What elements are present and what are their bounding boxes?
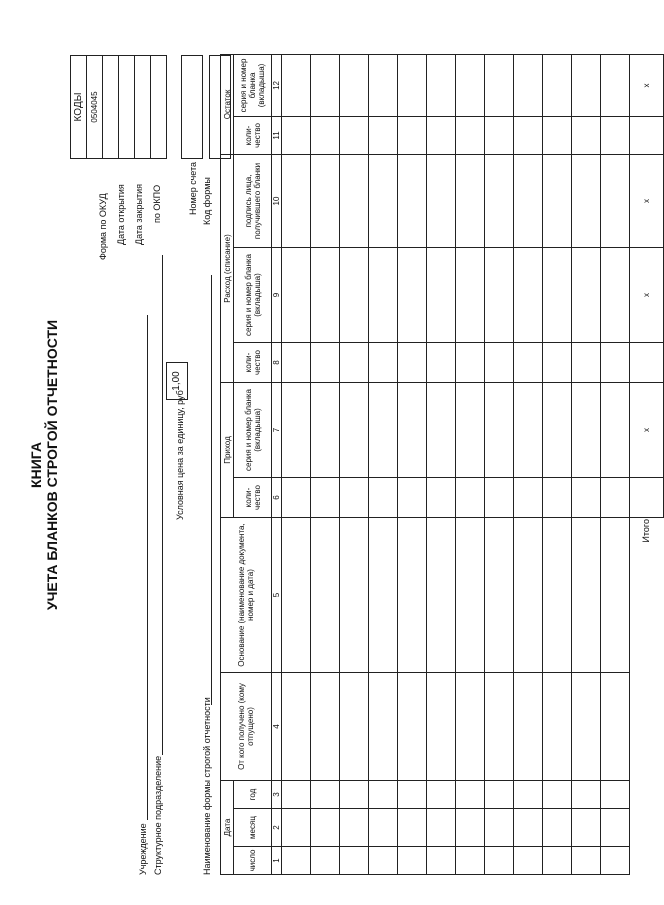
table-cell[interactable]	[311, 809, 340, 847]
table-cell[interactable]	[572, 809, 601, 847]
table-cell[interactable]	[369, 54, 398, 116]
table-cell[interactable]	[456, 343, 485, 383]
table-cell[interactable]	[572, 343, 601, 383]
table-cell[interactable]	[311, 248, 340, 343]
table-cell[interactable]	[601, 154, 630, 247]
table-cell[interactable]	[311, 116, 340, 154]
table-cell[interactable]	[485, 54, 514, 116]
signature-header: подпись лица, получившего бланки	[234, 154, 272, 247]
table-row	[427, 54, 456, 874]
institution-line[interactable]	[147, 315, 148, 820]
table-cell[interactable]	[398, 781, 427, 809]
table-cell[interactable]	[601, 383, 630, 478]
table-cell[interactable]	[485, 383, 514, 478]
table-cell[interactable]	[456, 781, 485, 809]
basis-header: Основание (наименование документа, номер и дата)	[221, 518, 272, 673]
table-cell[interactable]	[572, 673, 601, 781]
col-number: 10	[272, 154, 282, 247]
table-cell[interactable]	[601, 248, 630, 343]
table-cell[interactable]	[311, 781, 340, 809]
total-signature-mark: х	[630, 154, 664, 247]
close-date-cell[interactable]	[119, 56, 135, 159]
table-cell[interactable]	[601, 847, 630, 875]
col-number: 1	[272, 847, 282, 875]
table-cell[interactable]	[311, 383, 340, 478]
table-cell[interactable]	[398, 383, 427, 478]
table-cell[interactable]	[485, 847, 514, 875]
form-name-label: Наименование формы строгой отчетности	[202, 697, 212, 875]
subdivision-label: Структурное подразделение	[153, 755, 163, 875]
table-row	[282, 54, 311, 874]
title-line-2: УЧЕТА БЛАНКОВ СТРОГОЙ ОТЧЕТНОСТИ	[44, 319, 60, 611]
table-cell[interactable]	[427, 478, 456, 518]
table-cell[interactable]	[311, 478, 340, 518]
table-row	[311, 54, 340, 874]
table-cell[interactable]	[282, 248, 311, 343]
table-cell[interactable]	[514, 809, 543, 847]
table-row	[485, 54, 514, 874]
table-cell[interactable]	[340, 116, 369, 154]
close-date-label: Дата закрытия	[134, 184, 144, 245]
table-cell[interactable]	[398, 116, 427, 154]
month-header: месяц	[234, 809, 272, 847]
table-cell[interactable]	[282, 847, 311, 875]
expense-series-header: серия и номер бланка (вкладыша)	[234, 248, 272, 343]
table-cell[interactable]	[601, 809, 630, 847]
day-header: число	[234, 847, 272, 875]
table-cell[interactable]	[427, 847, 456, 875]
table-cell[interactable]	[398, 248, 427, 343]
year-header: год	[234, 781, 272, 809]
table-cell[interactable]	[485, 343, 514, 383]
table-cell[interactable]	[514, 781, 543, 809]
table-cell[interactable]	[601, 116, 630, 154]
table-cell[interactable]	[369, 478, 398, 518]
col-number: 4	[272, 673, 282, 781]
table-cell[interactable]	[282, 54, 311, 116]
table-cell[interactable]	[572, 518, 601, 673]
table-cell[interactable]	[369, 248, 398, 343]
table-cell[interactable]	[369, 154, 398, 247]
codes-header: КОДЫ	[71, 56, 87, 159]
table-cell[interactable]	[340, 781, 369, 809]
total-income-series-mark: х	[630, 383, 664, 478]
total-remainder-qty[interactable]	[630, 116, 664, 154]
table-cell[interactable]	[340, 248, 369, 343]
blanks-register-table	[220, 54, 664, 875]
table-cell[interactable]	[398, 518, 427, 673]
table-cell[interactable]	[485, 809, 514, 847]
table-row	[572, 54, 601, 874]
table-row	[514, 54, 543, 874]
col-number: 12	[272, 54, 282, 116]
table-cell[interactable]	[543, 154, 572, 247]
table-cell[interactable]	[369, 116, 398, 154]
expense-group-header: Расход (списание)	[221, 154, 234, 382]
title-line-1: КНИГА	[28, 442, 44, 488]
table-cell[interactable]	[572, 154, 601, 247]
account-label: Номер счета	[188, 161, 198, 215]
table-cell[interactable]	[485, 478, 514, 518]
table-cell[interactable]	[456, 54, 485, 116]
table-cell[interactable]	[282, 116, 311, 154]
table-cell[interactable]	[601, 343, 630, 383]
codes-spare-cell	[151, 56, 167, 159]
table-cell[interactable]	[398, 847, 427, 875]
table-row	[601, 54, 630, 874]
table-cell[interactable]	[311, 343, 340, 383]
remainder-qty-header: коли- чество	[234, 116, 272, 154]
table-cell[interactable]	[282, 343, 311, 383]
col-number: 3	[272, 781, 282, 809]
table-cell[interactable]	[543, 248, 572, 343]
col-number: 8	[272, 343, 282, 383]
table-cell[interactable]	[282, 781, 311, 809]
price-value[interactable]: 1,00	[166, 362, 188, 400]
codes-table	[70, 55, 167, 159]
table-cell[interactable]	[340, 383, 369, 478]
table-cell[interactable]	[601, 518, 630, 673]
table-cell[interactable]	[456, 847, 485, 875]
table-cell[interactable]	[543, 809, 572, 847]
table-cell[interactable]	[369, 781, 398, 809]
table-cell[interactable]	[369, 809, 398, 847]
table-cell[interactable]	[514, 673, 543, 781]
table-cell[interactable]	[340, 518, 369, 673]
table-cell[interactable]	[369, 343, 398, 383]
table-cell[interactable]	[398, 54, 427, 116]
form-name-line[interactable]	[211, 275, 212, 705]
institution-label: Учреждение	[138, 823, 148, 875]
table-cell[interactable]	[601, 781, 630, 809]
table-cell[interactable]	[340, 154, 369, 247]
remainder-series-header: серия и номер бланка (вкладыша)	[234, 54, 272, 116]
table-cell[interactable]	[601, 673, 630, 781]
table-cell[interactable]	[282, 809, 311, 847]
date-group-header: Дата	[221, 781, 234, 875]
table-cell[interactable]	[311, 673, 340, 781]
table-cell[interactable]	[572, 383, 601, 478]
table-cell[interactable]	[572, 781, 601, 809]
table-cell[interactable]	[340, 343, 369, 383]
col-number: 9	[272, 248, 282, 343]
table-cell[interactable]	[456, 154, 485, 247]
table-cell[interactable]	[427, 781, 456, 809]
table-cell[interactable]	[485, 673, 514, 781]
table-row	[398, 54, 427, 874]
table-cell[interactable]	[456, 383, 485, 478]
total-remainder-series-mark: х	[630, 54, 664, 116]
table-cell[interactable]	[340, 54, 369, 116]
table-cell[interactable]	[340, 478, 369, 518]
table-cell[interactable]	[514, 343, 543, 383]
table-cell[interactable]	[369, 383, 398, 478]
table-cell[interactable]	[340, 673, 369, 781]
table-cell[interactable]	[514, 383, 543, 478]
table-cell[interactable]	[311, 54, 340, 116]
table-cell[interactable]	[514, 116, 543, 154]
table-cell[interactable]	[427, 383, 456, 478]
income-group-header: Приход	[221, 383, 234, 518]
table-cell[interactable]	[514, 248, 543, 343]
table-cell[interactable]	[572, 478, 601, 518]
total-expense-qty[interactable]	[630, 343, 664, 383]
okud-code: 0504045	[87, 56, 103, 159]
table-row	[369, 54, 398, 874]
remainder-group-header: Остаток	[221, 54, 234, 154]
okpo-cell[interactable]	[135, 56, 151, 159]
table-cell[interactable]	[456, 248, 485, 343]
form-code-label: Код формы	[202, 177, 212, 225]
table-cell[interactable]	[398, 673, 427, 781]
table-cell[interactable]	[427, 673, 456, 781]
table-cell[interactable]	[572, 847, 601, 875]
table-cell[interactable]	[514, 54, 543, 116]
table-cell[interactable]	[514, 518, 543, 673]
table-cell[interactable]	[398, 809, 427, 847]
total-income-qty[interactable]	[630, 478, 664, 518]
table-cell[interactable]	[485, 154, 514, 247]
table-row	[340, 54, 369, 874]
form-sheet	[20, 15, 652, 875]
form-title	[28, 295, 60, 635]
table-cell[interactable]	[572, 248, 601, 343]
table-cell[interactable]	[282, 478, 311, 518]
table-cell[interactable]	[601, 54, 630, 116]
col-number: 11	[272, 116, 282, 154]
table-cell[interactable]	[543, 847, 572, 875]
table-cell[interactable]	[427, 54, 456, 116]
total-label: Итого	[630, 518, 664, 673]
table-cell[interactable]	[311, 154, 340, 247]
price-label: Условная цена за единицу, руб	[175, 390, 185, 520]
from-whom-header: От кого получено (кому отпущено)	[221, 673, 272, 781]
okud-label: Форма по ОКУД	[98, 193, 108, 260]
table-cell[interactable]	[340, 847, 369, 875]
table-cell[interactable]	[282, 154, 311, 247]
table-cell[interactable]	[427, 518, 456, 673]
table-cell[interactable]	[369, 518, 398, 673]
table-cell[interactable]	[398, 154, 427, 247]
table-cell[interactable]	[543, 518, 572, 673]
table-cell[interactable]	[543, 116, 572, 154]
table-cell[interactable]	[514, 154, 543, 247]
table-cell[interactable]	[485, 248, 514, 343]
income-series-header: серия и номер бланка (вкладыша)	[234, 383, 272, 478]
table-cell[interactable]	[543, 673, 572, 781]
table-cell[interactable]	[311, 518, 340, 673]
total-expense-series-mark: х	[630, 248, 664, 343]
table-cell[interactable]	[456, 809, 485, 847]
open-date-label: Дата открытия	[116, 184, 126, 245]
table-cell[interactable]	[543, 383, 572, 478]
table-cell[interactable]	[543, 781, 572, 809]
income-qty-header: коли- чество	[234, 478, 272, 518]
table-row	[456, 54, 485, 874]
table-cell[interactable]	[427, 116, 456, 154]
table-cell[interactable]	[543, 343, 572, 383]
table-cell[interactable]	[456, 478, 485, 518]
okpo-label: по ОКПО	[152, 184, 162, 223]
table-cell[interactable]	[543, 478, 572, 518]
table-cell[interactable]	[485, 781, 514, 809]
table-cell[interactable]	[369, 673, 398, 781]
col-number: 7	[272, 383, 282, 478]
table-row	[543, 54, 572, 874]
table-cell[interactable]	[311, 847, 340, 875]
table-cell[interactable]	[427, 248, 456, 343]
col-number: 6	[272, 478, 282, 518]
table-cell[interactable]	[601, 478, 630, 518]
table-cell[interactable]	[369, 847, 398, 875]
table-cell[interactable]	[543, 54, 572, 116]
table-cell[interactable]	[398, 343, 427, 383]
table-cell[interactable]	[572, 54, 601, 116]
table-cell[interactable]	[456, 116, 485, 154]
table-cell[interactable]	[282, 518, 311, 673]
table-cell[interactable]	[340, 809, 369, 847]
table-cell[interactable]	[485, 116, 514, 154]
table-cell[interactable]	[485, 518, 514, 673]
col-number: 5	[272, 518, 282, 673]
table-cell[interactable]	[456, 518, 485, 673]
table-cell[interactable]	[456, 673, 485, 781]
table-cell[interactable]	[398, 478, 427, 518]
table-cell[interactable]	[282, 673, 311, 781]
table-cell[interactable]	[282, 383, 311, 478]
table-cell[interactable]	[514, 478, 543, 518]
col-number: 2	[272, 809, 282, 847]
open-date-cell[interactable]	[103, 56, 119, 159]
table-cell[interactable]	[427, 343, 456, 383]
table-cell[interactable]	[427, 809, 456, 847]
subdivision-line[interactable]	[162, 255, 163, 755]
table-cell[interactable]	[514, 847, 543, 875]
account-field[interactable]	[181, 55, 203, 159]
table-cell[interactable]	[427, 154, 456, 247]
table-cell[interactable]	[572, 116, 601, 154]
expense-qty-header: коли- чество	[234, 343, 272, 383]
